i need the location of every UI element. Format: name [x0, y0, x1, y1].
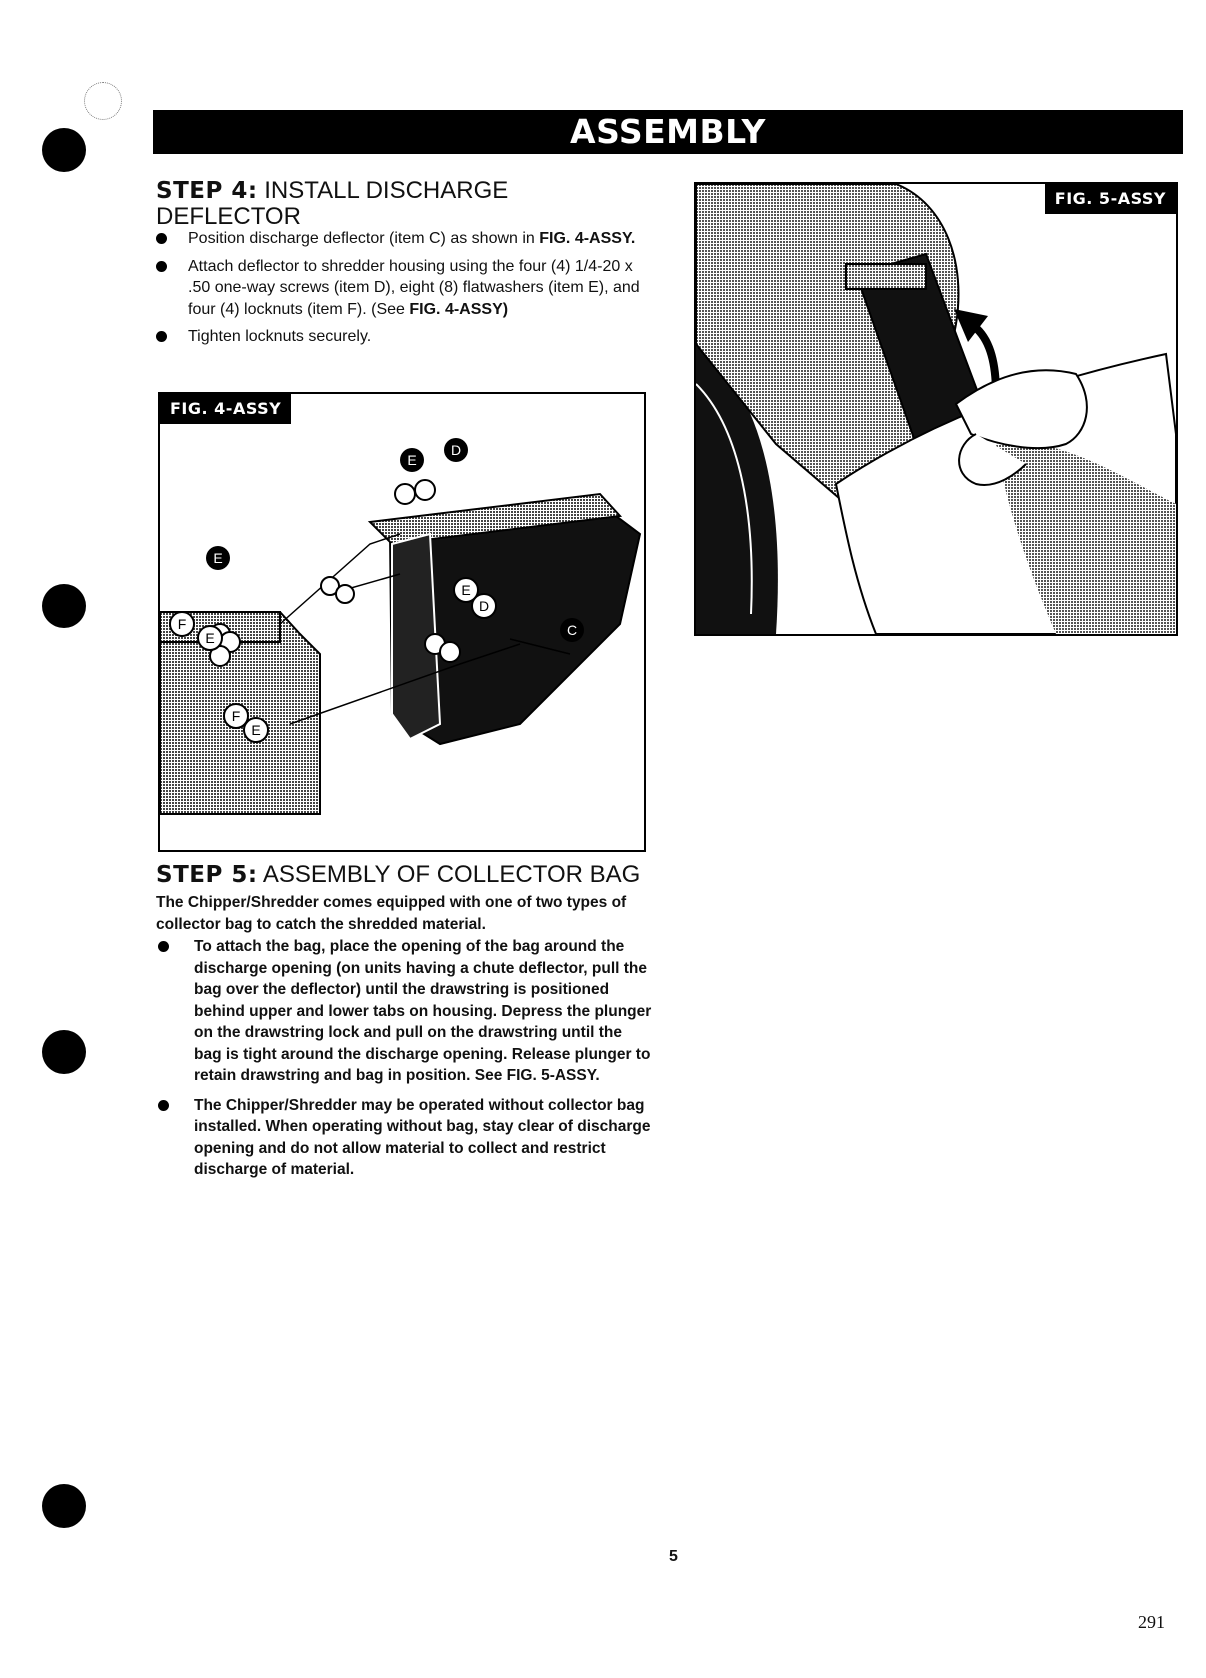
bullet-icon — [158, 941, 169, 952]
callout-c — [560, 618, 584, 642]
step4-title-line1: INSTALL DISCHARGE — [264, 177, 509, 204]
svg-text:C: C — [566, 622, 578, 638]
figure-5-label: FIG. 5-ASSY — [1045, 184, 1176, 214]
step4-heading — [156, 178, 508, 230]
bullet-icon — [156, 331, 167, 342]
callout-d — [444, 438, 468, 462]
step4-label: STEP 4: — [156, 178, 258, 204]
step5-bullet: The Chipper/Shredder may be operated without collector bag installed. When operating without bag, stay clear of discharge opening and do not allow material to collect and restrict discharge of material. — [154, 1095, 652, 1181]
callout-e — [400, 448, 424, 472]
binder-ring-mark — [84, 82, 122, 120]
bullet-icon — [156, 261, 167, 272]
punch-hole-4 — [42, 1484, 86, 1528]
page-number: 5 — [669, 1548, 678, 1565]
callout-d — [472, 594, 496, 618]
step5-label: STEP 5: — [156, 862, 258, 888]
figure-4-label: FIG. 4-ASSY — [160, 394, 291, 424]
step4-bullet: Tighten locknuts securely. — [152, 326, 652, 348]
figure-4-assy — [158, 392, 646, 852]
step5-title: ASSEMBLY OF COLLECTOR BAG — [262, 861, 641, 888]
bullet-icon — [156, 233, 167, 244]
punch-hole-3 — [42, 1030, 86, 1074]
step5-bullet-list — [154, 936, 652, 1187]
svg-text:E: E — [461, 582, 471, 598]
svg-text:E: E — [213, 550, 223, 566]
svg-text:E: E — [205, 630, 215, 646]
step4-title-line2: DEFLECTOR — [156, 203, 301, 230]
svg-text:D: D — [450, 442, 462, 458]
step4-bullet: Position discharge deflector (item C) as shown in FIG. 4-ASSY. — [152, 228, 652, 250]
collector-bag-illustration — [696, 184, 1176, 634]
callout-e — [206, 546, 230, 570]
svg-text:E: E — [407, 452, 417, 468]
svg-text:F: F — [231, 708, 241, 724]
svg-text:F: F — [177, 616, 187, 632]
step5-heading — [156, 862, 640, 888]
callout-e — [244, 718, 268, 742]
punch-hole-1 — [42, 128, 86, 172]
svg-text:E: E — [251, 722, 261, 738]
section-banner — [153, 110, 1183, 154]
section-title: ASSEMBLY — [570, 112, 766, 151]
step5-intro: The Chipper/Shredder comes equipped with one of two types of collector bag to catch the shredded material. — [156, 894, 627, 933]
step4-bullet: Attach deflector to shredder housing using the four (4) 1/4-20 x .50 one-way screws (item D), eight (8) flatwashers (item E), and four (4) locknuts (item F). (See FIG. 4-ASSY) — [152, 256, 652, 321]
step5-bullet: To attach the bag, place the opening of the bag around the discharge opening (on units having a chute deflector, pull the bag over the deflector) until the drawstring is positioned behind upper and lower tabs on housing. Depress the plunger on the drawstring lock and pull on the drawstring until the bag is tight around the discharge opening. Release plunger to retain drawstring and bag in position. See FIG. 5-ASSY. — [154, 936, 652, 1087]
bullet-icon — [158, 1100, 169, 1111]
callout-f — [170, 612, 194, 636]
step4-bullet-list — [152, 228, 652, 354]
deflector-assembly-illustration — [160, 394, 644, 850]
callout-e — [198, 626, 222, 650]
document-stamp-number: 291 — [1138, 1612, 1165, 1632]
figure-5-assy — [694, 182, 1178, 636]
svg-text:D: D — [478, 598, 490, 614]
punch-hole-2 — [42, 584, 86, 628]
